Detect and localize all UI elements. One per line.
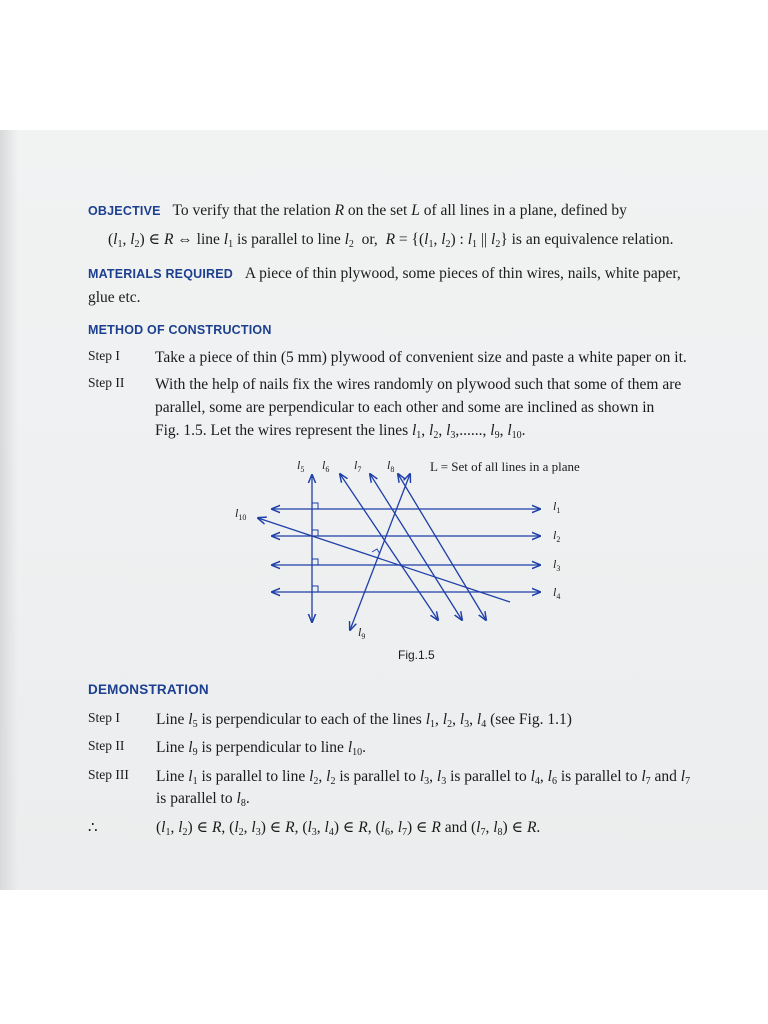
label-l8: $l_8$ (387, 458, 395, 474)
therefore-symbol: ∴ (88, 820, 98, 836)
figure-caption: Fig.1.5 (398, 648, 435, 662)
objective-formula: ($l_1$, $l_2$) ∈ R ⇔ line $l_1$ is parallel to line $l_2$ or, $R = \{(l_1$, $l_2$) : $l_1$ || $l_2$} is an equivalence relation. (108, 231, 674, 250)
demo-step-2-label: Step II (88, 738, 125, 753)
label-l9: $l_9$ (358, 625, 366, 641)
materials-heading: MATERIALS REQUIRED (88, 267, 234, 281)
method-step-2-text-line3: Fig. 1.5. Let the wires represent the lines $l_1$, $l_2$, $l_3$,......, $l_9$, $l_{10}$. (155, 422, 526, 441)
objective-text: To verify that the relation R on the set L of all lines in a plane, defined by (172, 202, 627, 219)
label-l3: $l_3$ (553, 557, 561, 573)
demo-step-1-label: Step I (88, 710, 120, 725)
line-l6 (340, 474, 438, 620)
demo-step-3-text: Line $l_1$ is parallel to line $l_2$, $l_2$ is parallel to $l_3$, $l_3$ is parallel to $l_4$, $l_6$ is parallel to $l_7$ and $l_7$ (156, 768, 691, 787)
objective-heading: OBJECTIVE (88, 204, 161, 218)
label-l6: $l_6$ (322, 458, 330, 474)
demo-step-3-text-line2: is parallel to $l_8$. (156, 790, 250, 809)
demo-step-1-text: Line $l_5$ is perpendicular to each of the lines $l_1$, $l_2$, $l_3$, $l_4$ (see Fig. 1.1) (156, 711, 572, 730)
line-l10 (258, 518, 510, 602)
label-l7: $l_7$ (354, 458, 362, 474)
method-step-2-text-line2: parallel, some are perpendicular to each other and some are inclined as shown in (155, 399, 655, 416)
label-l1: $l_1$ (553, 499, 561, 515)
method-step-1-text: Take a piece of thin (5 mm) plywood of convenient size and paste a white paper on it. (155, 349, 687, 366)
label-l2: $l_2$ (553, 528, 561, 544)
demonstration-paragraph (88, 679, 209, 701)
method-heading: METHOD OF CONSTRUCTION (88, 323, 272, 337)
demo-step-2-text: Line $l_9$ is perpendicular to line $l_{10}$. (156, 739, 366, 758)
demonstration-heading: DEMONSTRATION (88, 682, 209, 697)
figure-set-label: L = Set of all lines in a plane (430, 459, 580, 474)
demo-conclusion: ($l_1$, $l_2$) ∈ R, ($l_2$, $l_3$) ∈ R, ($l_3$, $l_4$) ∈ R, ($l_6$, $l_7$) ∈ R and ($l_7$, $l_8$) ∈ R. (156, 819, 541, 838)
materials-text-line2: glue etc. (88, 289, 141, 306)
method-step-2-label: Step II (88, 375, 125, 390)
method-step-2-text: With the help of nails fix the wires randomly on plywood such that some of them are (155, 376, 682, 393)
method-step-1-label: Step I (88, 348, 120, 363)
label-l5: $l_5$ (297, 458, 305, 474)
label-l4: $l_4$ (553, 585, 561, 601)
line-l7 (370, 474, 462, 620)
line-l8 (398, 474, 486, 620)
materials-text-line1: A piece of thin plywood, some pieces of thin wires, nails, white paper, (244, 265, 681, 282)
label-l10: $l_{10}$ (235, 506, 247, 522)
demo-step-3-label: Step III (88, 767, 129, 782)
